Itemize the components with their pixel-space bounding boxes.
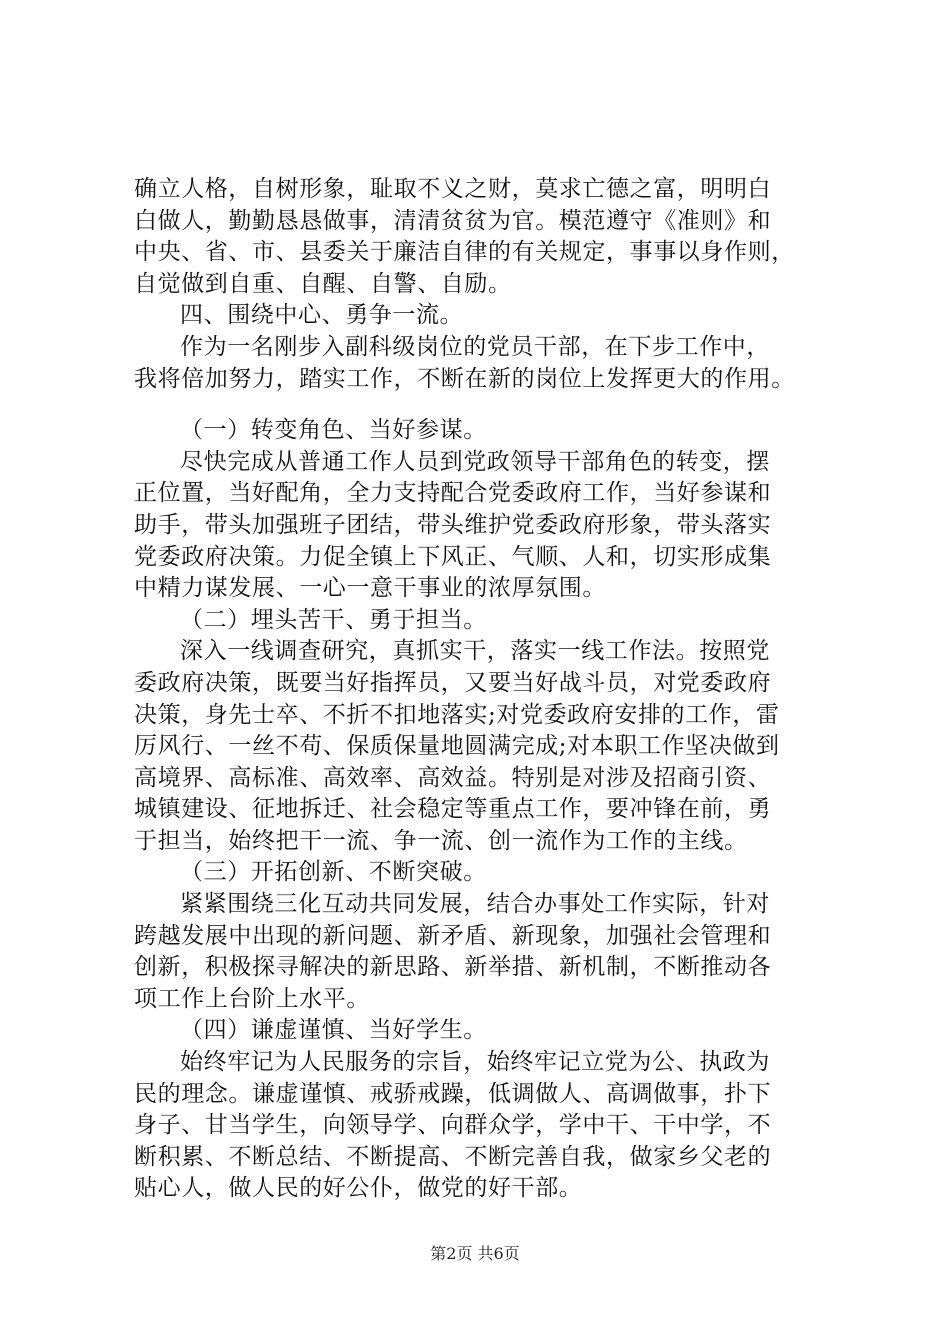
page-number: 第2页 [430,1244,473,1263]
text-line: 厉风行、一丝不苟、保质保量地圆满完成;对本职工作坚决做到 [134,733,780,760]
text-line: 中央、省、市、县委关于廉洁自律的有关规定，事事以身作则， [134,239,795,266]
paragraph-gap [134,395,834,415]
text-line: 作为一名刚步入副科级岗位的党员干部，在下步工作中， [180,333,770,360]
text-line: 始终牢记为人民服务的宗旨，始终牢记立党为公、执政为 [180,1049,770,1076]
text-line: 城镇建设、征地拆迁、社会稳定等重点工作，要冲锋在前，勇 [134,796,772,823]
page-footer [0,1244,950,1264]
subsection-heading: （一）转变角色、当好参谋。 [180,417,487,444]
section-heading: 四、围绕中心、勇争一流。 [180,302,464,329]
text-line: 确立人格，自树形象，耻取不义之财，莫求亡德之富，明明白 [134,176,772,202]
text-line: 民的理念。谦虚谨慎、戒骄戒躁，低调做人、高调做事，扑下 [134,1080,772,1107]
subsection-heading: （三）开拓创新、不断突破。 [180,859,487,886]
text-line: 贴心人，做人民的好公仆，做党的好干部。 [134,1175,583,1202]
text-line: 委政府决策，既要当好指挥员，又要当好战斗员，对党委政府 [134,669,772,696]
text-line: 于担当，始终把干一流、争一流、创一流作为工作的主线。 [134,827,748,854]
text-line: 助手，带头加强班子团结，带头维护党委政府形象，带头落实 [134,511,772,538]
text-line: 跨越发展中出现的新问题、新矛盾、新现象，加强社会管理和 [134,922,772,949]
page-total: 共6页 [477,1244,520,1263]
text-line: 我将倍加努力，踏实工作，不断在新的岗位上发挥更大的作用。 [134,365,795,392]
text-line: 项工作上台阶上水平。 [134,985,370,1012]
text-line: 尽快完成从普通工作人员到党政领导干部角色的转变，摆 [180,448,770,475]
text-line: 断积累、不断总结、不断提高、不断完善自我，做家乡父老的 [134,1143,772,1170]
text-line: 中精力谋发展、一心一意干事业的浓厚氛围。 [134,575,606,602]
text-line: 深入一线调查研究，真抓实干，落实一线工作法。按照党 [180,638,770,665]
subsection-heading: （二）埋头苦干、勇于担当。 [180,606,487,633]
text-line: 自觉做到自重、自醒、自警、自励。 [134,270,512,297]
subsection-heading: （四）谦虚谨慎、当好学生。 [180,1017,487,1044]
text-line: 创新，积极探寻解决的新思路、新举措、新机制，不断推动各 [134,954,772,981]
text-line: 党委政府决策。力促全镇上下风正、气顺、人和，切实形成集 [134,543,772,570]
text-line: 决策，身先士卒、不折不扣地落实;对党委政府安排的工作，雷 [134,701,780,728]
text-line: 正位置，当好配角，全力支持配合党委政府工作，当好参谋和 [134,480,772,507]
document-body [134,174,834,1205]
text-line: 高境界、高标准、高效率、高效益。特别是对涉及招商引资、 [134,764,772,791]
text-line: 身子、甘当学生，向领导学、向群众学，学中干、干中学，不 [134,1112,772,1139]
text-line: 白做人，勤勤恳恳做事，清清贫贫为官。模范遵守《准则》和 [134,207,772,234]
text-line: 紧紧围绕三化互动共同发展，结合办事处工作实际，针对 [180,891,770,918]
